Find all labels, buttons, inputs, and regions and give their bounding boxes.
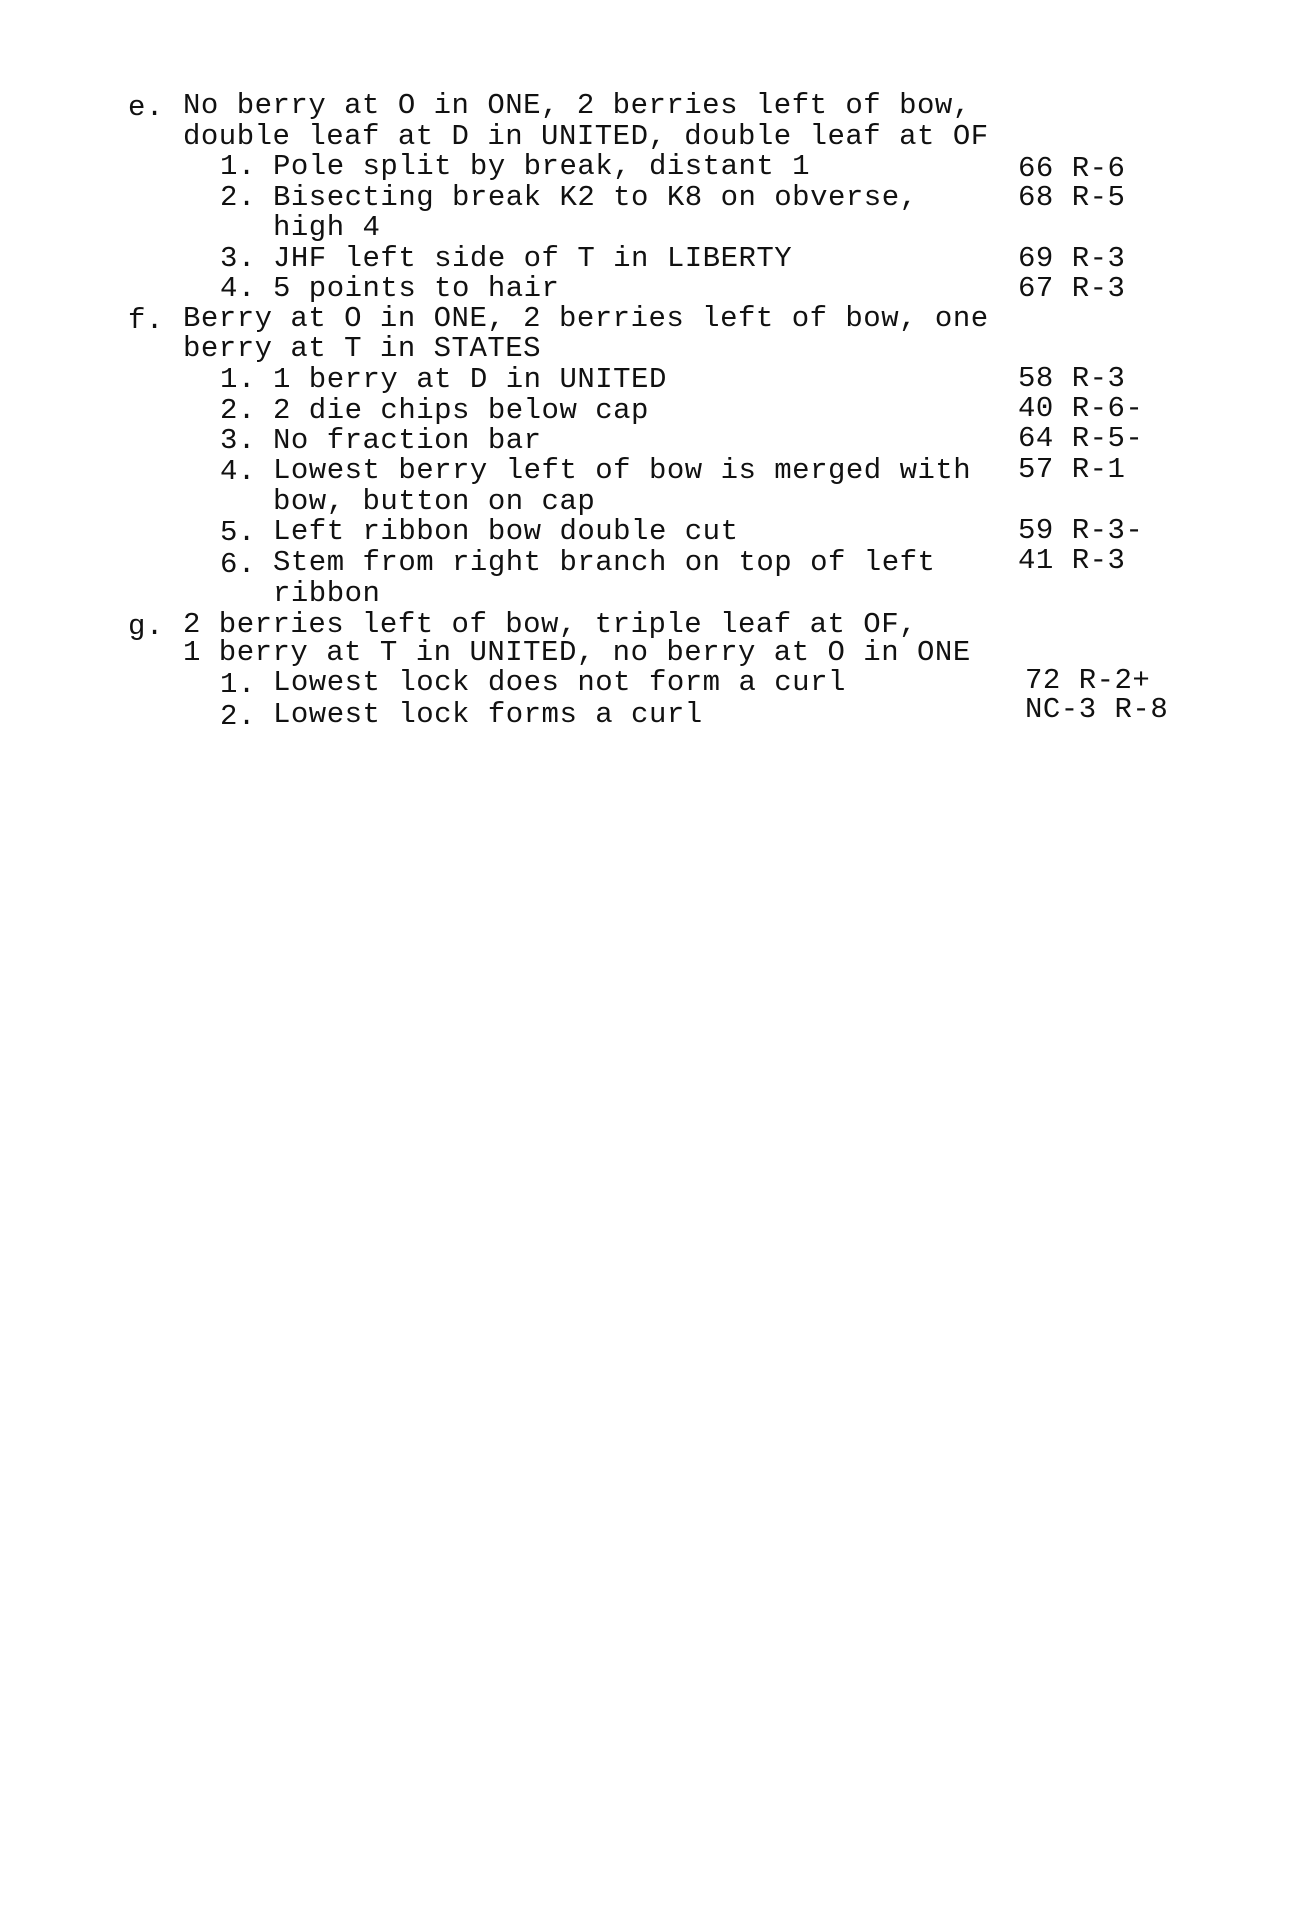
item-reference: 59 R-3- — [1018, 514, 1144, 547]
item-text: high 4 — [273, 211, 381, 244]
item-number: 1. — [220, 668, 256, 701]
section-heading-line: No berry at O in ONE, 2 berries left of bow, — [183, 89, 971, 122]
item-text: 1 berry at D in UNITED — [273, 363, 667, 396]
item-reference: 58 R-3 — [1018, 362, 1126, 395]
section-heading-line: 2 berries left of bow, triple leaf at OF, — [183, 608, 918, 641]
item-text: JHF left side of T in LIBERTY — [273, 242, 793, 275]
item-number: 3. — [220, 242, 256, 275]
item-text: Bisecting break K2 to K8 on obverse, — [273, 181, 918, 214]
item-text: Lowest berry left of bow is merged with — [273, 454, 972, 487]
item-number: 6. — [220, 548, 256, 581]
item-reference: NC-3 R-8 — [1025, 693, 1169, 726]
item-number: 2. — [220, 700, 256, 733]
section-heading-line: 1 berry at T in UNITED, no berry at O in ONE — [183, 636, 971, 669]
item-number: 2. — [220, 181, 256, 214]
item-reference: 66 R-6 — [1018, 152, 1126, 185]
item-text: Lowest lock forms a curl — [273, 698, 703, 731]
section-heading-line: Berry at O in ONE, 2 berries left of bow, one — [183, 302, 989, 335]
item-text: 5 points to hair — [273, 272, 560, 305]
section-heading-line: berry at T in STATES — [183, 332, 542, 365]
item-number: 3. — [220, 424, 256, 457]
item-text: bow, button on cap — [273, 485, 596, 518]
item-text: Pole split by break, distant 1 — [273, 150, 811, 183]
item-number: 1. — [220, 150, 256, 183]
item-reference: 40 R-6- — [1018, 392, 1144, 425]
section-heading-line: double leaf at D in UNITED, double leaf at OF — [183, 120, 989, 153]
item-text: No fraction bar — [273, 424, 542, 457]
section-letter: f. — [128, 304, 164, 337]
section-letter: e. — [128, 91, 164, 124]
item-reference: 41 R-3 — [1018, 544, 1126, 577]
item-reference: 69 R-3 — [1018, 242, 1126, 275]
item-text: ribbon — [273, 577, 381, 610]
item-text: Stem from right branch on top of left — [273, 546, 936, 579]
section-letter: g. — [128, 610, 164, 643]
item-text: Lowest lock does not form a curl — [273, 666, 846, 699]
item-reference: 67 R-3 — [1018, 272, 1126, 305]
item-number: 5. — [220, 516, 256, 549]
item-reference: 72 R-2+ — [1025, 664, 1151, 697]
item-text: 2 die chips below cap — [273, 394, 649, 427]
item-number: 4. — [220, 455, 256, 488]
item-reference: 64 R-5- — [1018, 422, 1144, 455]
item-reference: 68 R-5 — [1018, 181, 1126, 214]
item-number: 1. — [220, 363, 256, 396]
item-number: 4. — [220, 272, 256, 305]
item-text: Left ribbon bow double cut — [273, 515, 739, 548]
item-number: 2. — [220, 394, 256, 427]
item-reference: 57 R-1 — [1018, 453, 1126, 486]
